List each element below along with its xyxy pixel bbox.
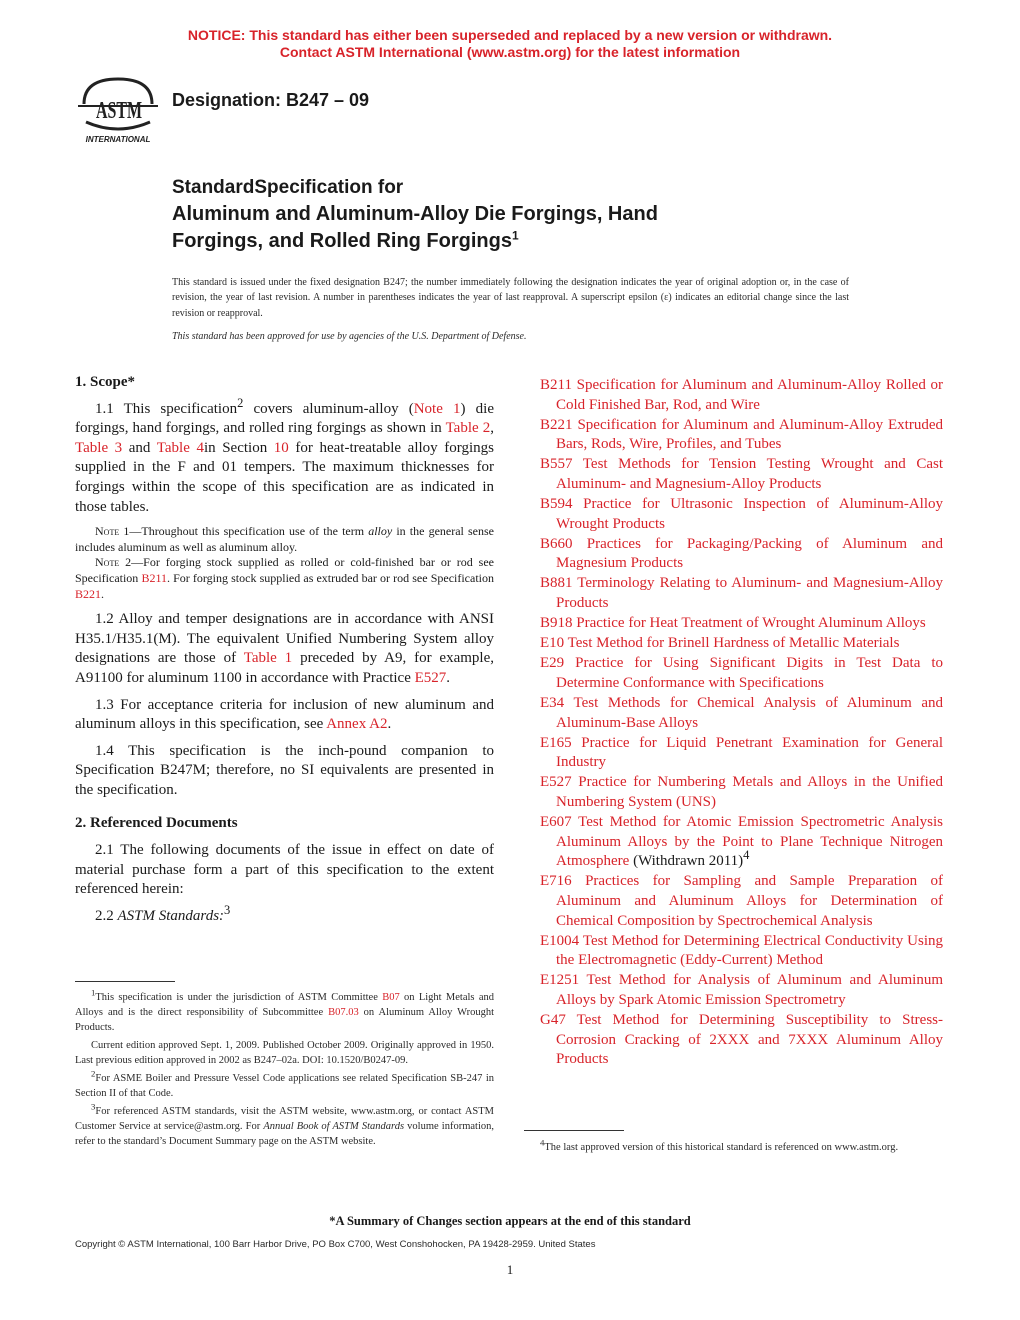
reference-item xyxy=(540,694,943,733)
reference-item xyxy=(540,773,943,812)
footnote-rule-left xyxy=(75,981,175,982)
reference-title[interactable]: Specification for Aluminum and Aluminum-Alloy Rolled or Cold Finished Bar, Rod, and Wire xyxy=(556,377,943,413)
link-table-1[interactable]: Table 1 xyxy=(243,650,293,667)
section-heading-referenced-documents: 2. Referenced Documents xyxy=(75,815,238,832)
link-note-1[interactable]: Note 1 xyxy=(413,400,461,417)
reference-code-link[interactable]: B660 xyxy=(540,535,573,552)
reference-title[interactable]: Practice for Numbering Metals and Alloys in the Unified Numbering System (UNS) xyxy=(556,774,943,810)
summary-of-changes-note: *A Summary of Changes section appears at the end of this standard xyxy=(329,1214,691,1228)
footnote-3: $^3$For referenced ASTM standards, visit the ASTM website, www.astm.org, or contact ASTM Customer Service at service@astm.org. For Annual Book of ASTM Standards volume information, refer to the standard’s Document Summary page on the ASTM website. xyxy=(75,1101,494,1147)
reference-title[interactable]: Test Methods for Chemical Analysis of Aluminum and Aluminum-Base Alloys xyxy=(556,695,943,731)
reference-item xyxy=(540,734,943,773)
reference-code-link[interactable]: G47 xyxy=(540,1012,566,1028)
referenced-standards-list xyxy=(540,376,943,1070)
reference-code-link[interactable]: E10 xyxy=(540,635,565,652)
reference-code-link[interactable]: E34 xyxy=(540,695,565,711)
footnote-1: $^1$This specification is under the jurisdiction of ASTM Committee B07 on Light Metals and Alloys and is the direct responsibility of Subcommittee B07.03 on Aluminum Alloy Wrought Products. xyxy=(75,987,494,1033)
logo-subtext: INTERNATIONAL xyxy=(85,135,151,144)
footnote-1-edition: Current edition approved Sept. 1, 2009. Published October 2009. Originally approved in 1950. Last previous edition approved in 2002 as B247–02a. DOI: 10.1520/B0247-09. xyxy=(75,1040,494,1066)
reference-code-link[interactable]: E1251 xyxy=(540,972,580,989)
reference-code-link[interactable]: E527 xyxy=(540,774,572,791)
reference-item xyxy=(540,574,943,613)
notice-line-1: NOTICE: This standard has either been superseded and replaced by a new version or withdrawn. xyxy=(187,27,833,43)
reference-code-link[interactable]: E29 xyxy=(540,655,565,672)
astm-logo-icon xyxy=(74,74,162,144)
reference-title[interactable]: Test Method for Analysis of Aluminum and Aluminum Alloys by Spark Atomic Emission Spectrometry xyxy=(556,972,943,1008)
reference-title[interactable]: Specification for Aluminum and Aluminum-Alloy Extruded Bars, Rods, Wire, Profiles, and Tubes xyxy=(556,416,943,453)
paragraph-2-1: 2.1 The following documents of the issue in effect on date of material purchase form a part of this specification to the extent referenced herein: xyxy=(75,842,494,898)
title-line-1: StandardSpecification for xyxy=(172,177,404,198)
reference-code-link[interactable]: B594 xyxy=(540,496,573,513)
link-table-2[interactable]: Table 2 xyxy=(445,420,491,437)
reference-item xyxy=(540,376,943,415)
reference-title[interactable]: Practice for Heat Treatment of Wrought Aluminum Alloys xyxy=(572,615,926,632)
reference-code-link[interactable]: B918 xyxy=(540,615,573,632)
reference-title[interactable]: Test Method for Determining Electrical Conductivity Using the Electromagnetic (Eddy-Current) Method xyxy=(556,932,943,969)
reference-item xyxy=(540,535,943,574)
reference-title[interactable]: Practice for Using Significant Digits in Test Data to Determine Conformance with Specifications xyxy=(556,655,943,691)
reference-item xyxy=(540,654,943,693)
reference-code-link[interactable]: E716 xyxy=(540,873,572,890)
reference-code-link[interactable]: B211 xyxy=(540,377,572,393)
note-1: Note 1—Throughout this specification use of the term alloy in the general sense includes aluminum as well as aluminum alloy. xyxy=(75,524,495,554)
page-number: 1 xyxy=(506,1262,514,1277)
reference-title[interactable]: Test Method for Brinell Hardness of Metallic Materials xyxy=(564,635,900,652)
title-line-2: Aluminum and Aluminum-Alloy Die Forgings, Hand xyxy=(172,203,658,225)
link-section-10[interactable]: 10 xyxy=(273,439,289,456)
reference-title[interactable]: Terminology Relating to Aluminum- and Magnesium-Alloy Products xyxy=(556,575,943,612)
footnote-2: $^2$For ASME Boiler and Pressure Vessel Code applications see related Specification SB-247 in Section II of that Code. xyxy=(75,1068,494,1099)
reference-title[interactable]: Practices for Sampling and Sample Preparation of Aluminum and Aluminum Alloys for Determination of Chemical Composition by Spectrochemical Analysis xyxy=(556,873,943,929)
reference-title[interactable]: Test Methods for Tension Testing Wrought and Cast Aluminum- and Magnesium-Alloy Products xyxy=(556,456,943,492)
link-b211[interactable]: B211 xyxy=(141,570,167,585)
reference-item xyxy=(540,813,943,872)
reference-item xyxy=(540,416,943,455)
reference-code-link[interactable]: E165 xyxy=(540,734,572,751)
footnote-rule-right xyxy=(524,1130,624,1131)
reference-withdrawn-note: (Withdrawn 2011) xyxy=(629,853,744,870)
title-line-3-text: Forgings, and Rolled Ring Forgings xyxy=(172,230,512,252)
note-2: Note 2—For forging stock supplied as rolled or cold-finished bar or rod see Specification B211. For forging stock supplied as extruded bar or rod see Specification B221. xyxy=(75,555,495,601)
withdrawal-notice xyxy=(0,27,1020,61)
reference-title[interactable]: Practice for Ultrasonic Inspection of Aluminum-Alloy Wrought Products xyxy=(556,496,943,532)
reference-item xyxy=(540,932,943,971)
reference-title[interactable]: Practice for Liquid Penetrant Examination for General Industry xyxy=(556,734,943,771)
issued-note: This standard is issued under the fixed designation B247; the number immediately following the designation indicates the year of original adoption or, in the case of revision, the year of last revision. A number in parentheses indicates the year of last reapproval. A superscript epsilon (ε) indicates an editorial change since the last revision or reapproval. xyxy=(172,277,849,319)
link-table-3[interactable]: Table 3 xyxy=(75,439,123,456)
reference-item xyxy=(540,455,943,494)
reference-title[interactable]: Test Method for Atomic Emission Spectrometric Analysis Aluminum Alloys by the Point to Plane Technique Nitrogen Atmosphere xyxy=(556,814,943,870)
reference-code-link[interactable]: B881 xyxy=(540,575,573,592)
reference-title[interactable]: Practices for Packaging/Packing of Aluminum and Magnesium Products xyxy=(556,535,943,572)
reference-title[interactable]: Test Method for Determining Susceptibility to Stress-Corrosion Cracking of 2XXX and 7XXX Aluminum Alloy Products xyxy=(556,1012,943,1068)
reference-footnote-ref: 4 xyxy=(743,848,750,863)
reference-item xyxy=(540,614,943,634)
link-b221[interactable]: B221 xyxy=(75,586,102,601)
designation: Designation: B247 – 09 xyxy=(172,90,370,110)
notice-line-2: Contact ASTM International (www.astm.org) for the latest information xyxy=(279,44,741,60)
paragraph-1-2: 1.2 Alloy and temper designations are in accordance with ANSI H35.1/H35.1(M). The equivalent Unified Numbering System alloy designations are those of Table 1 preceded by A9, for example, A91100 for aluminum 1100 in accordance with Practice E527. xyxy=(75,611,494,686)
paragraph-1-4: 1.4 This specification is the inch-pound companion to Specification B247M; therefore, no SI equivalents are presented in the specification. xyxy=(75,742,494,798)
link-annex-a2[interactable]: Annex A2 xyxy=(326,716,388,733)
logo-text: ASTM xyxy=(96,98,142,124)
reference-code-link[interactable]: E1004 xyxy=(540,932,580,949)
copyright: Copyright © ASTM International, 100 Barr Harbor Drive, PO Box C700, West Conshohocken, PA 19428-2959. United States xyxy=(75,1239,596,1250)
link-b07[interactable]: B07 xyxy=(382,992,400,1003)
reference-item xyxy=(540,495,943,534)
approved-note: This standard has been approved for use by agencies of the U.S. Department of Defense. xyxy=(172,331,527,342)
reference-item xyxy=(540,971,943,1010)
title-footnote-ref: 1 xyxy=(511,228,519,243)
link-b07-03[interactable]: B07.03 xyxy=(328,1007,359,1018)
footnotes-left xyxy=(75,987,494,1149)
reference-item xyxy=(540,872,943,931)
footnote-4: $^4$The last approved version of this historical standard is referenced on www.astm.org. xyxy=(540,1137,899,1153)
section-heading-scope: 1. Scope* xyxy=(75,374,135,390)
footnotes-right xyxy=(524,1137,943,1155)
reference-code-link[interactable]: B221 xyxy=(540,416,573,433)
left-column xyxy=(75,373,494,933)
paragraph-1-3: 1.3 For acceptance criteria for inclusion of new aluminum and aluminum alloys in this specification, see Annex A2. xyxy=(75,696,494,733)
link-e527[interactable]: E527 xyxy=(414,669,447,686)
document-title xyxy=(172,174,658,255)
reference-code-link[interactable]: B557 xyxy=(540,456,573,473)
reference-item xyxy=(540,634,943,654)
link-table-4[interactable]: Table 4 xyxy=(156,439,204,456)
reference-code-link[interactable]: E607 xyxy=(540,814,572,831)
paragraph-1-1: 1.1 This specification$^2$ covers aluminum-alloy (Note 1) die forgings, hand forgings, and rolled ring forgings as shown in Table 2, Table 3 and Table 4in Section 10 for heat-treatable alloy forgings supplied in the F and 01 tempers. The maximum thicknesses for forgings within the scope of this specification are as indicated in those tables. xyxy=(75,395,494,515)
title-line-3 xyxy=(172,228,658,255)
paragraph-2-2: 2.2 ASTM Standards:$^3$ xyxy=(95,902,231,924)
reference-item xyxy=(540,1011,943,1070)
